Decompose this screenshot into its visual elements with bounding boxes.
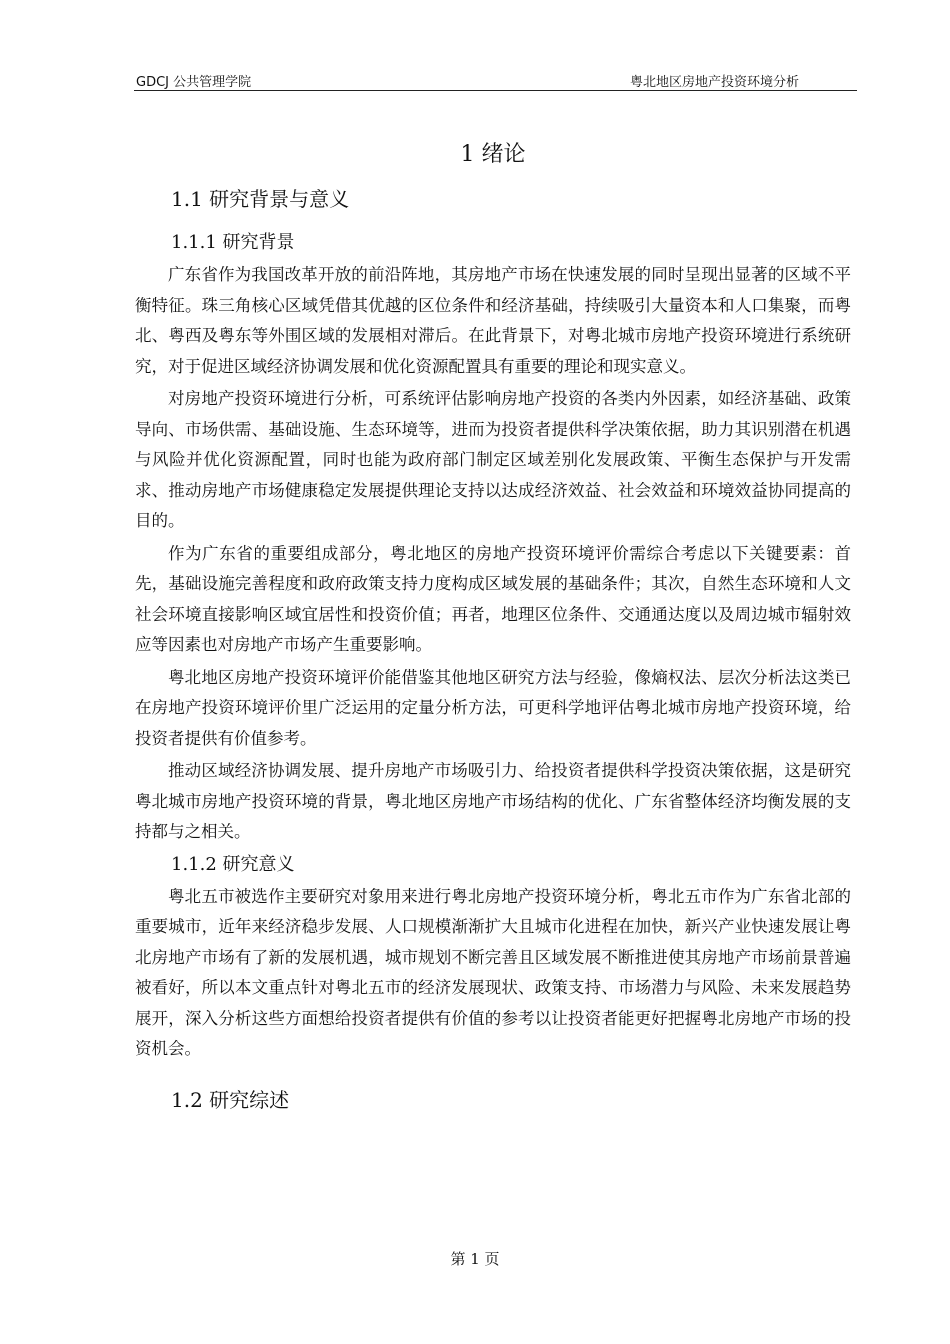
section-title-1-2: 1.2 研究综述 [171,1087,290,1112]
header-institution: GDCJ 公共管理学院 [136,75,252,90]
page-header [134,70,857,91]
subsection-title-1-1-2: 1.1.2 研究意义 [171,853,295,875]
section-title-1-1: 1.1 研究背景与意义 [171,187,350,211]
paragraph: 广东省作为我国改革开放的前沿阵地，其房地产市场在快速发展的同时呈现出显著的区域不平衡特征。珠三角核心区域凭借其优越的区位条件和经济基础，持续吸引大量资本和人口集聚，而粤北、粤西及粤东等外围区域的发展相对滞后。在此背景下，对粤北城市房地产投资环境进行系统研究，对于促进区域经济协调发展和优化资源配置具有重要的理论和现实意义。 [135,265,851,376]
chapter-title: 1 绪论 [460,142,526,167]
paragraph: 作为广东省的重要组成部分，粤北地区的房地产投资环境评价需综合考虑以下关键要素：首先，基础设施完善程度和政府政策支持力度构成区域发展的基础条件；其次，自然生态环境和人文社会环境直接影响区域宜居性和投资价值；再者，地理区位条件、交通通达度以及周边城市辐射效应等因素也对房地产市场产生重要影响。 [135,543,851,654]
page-content [135,140,851,1129]
paragraph: 粤北五市被选作主要研究对象用来进行粤北房地产投资环境分析，粤北五市作为广东省北部的重要城市，近年来经济稳步发展、人口规模渐渐扩大且城市化进程在加快，新兴产业快速发展让粤北房地产市场有了新的发展机遇，城市规划不断完善且区域发展不断推进使其房地产市场前景普遍被看好，所以本文重点针对粤北五市的经济发展现状、政策支持、市场潜力与风险、未来发展趋势展开，深入分析这些方面想给投资者提供有价值的参考以让投资者能更好把握粤北房地产市场的投资机会。 [135,886,851,1058]
paragraph: 推动区域经济协调发展、提升房地产市场吸引力、给投资者提供科学投资决策依据，这是研究粤北城市房地产投资环境的背景，粤北地区房地产市场结构的优化、广东省整体经济均衡发展的支持都与之相关。 [135,761,851,841]
paragraph: 对房地产投资环境进行分析，可系统评估影响房地产投资的各类内外因素，如经济基础、政策导向、市场供需、基础设施、生态环境等，进而为投资者提供科学决策依据，助力其识别潜在机遇与风险并优化资源配置，同时也能为政府部门制定区域差别化发展政策、平衡生态保护与开发需求、推动房地产市场健康稳定发展提供理论支持以达成经济效益、社会效益和环境效益协同提高的目的。 [135,389,851,530]
page-number: 第 1 页 [450,1250,500,1268]
paragraph: 粤北地区房地产投资环境评价能借鉴其他地区研究方法与经验，像熵权法、层次分析法这类已在房地产投资环境评价里广泛运用的定量分析方法，可更科学地评估粤北城市房地产投资环境，给投资者提供有价值参考。 [135,667,851,748]
subsection-title-1-1-1: 1.1.1 研究背景 [171,232,295,253]
header-document-title: 粤北地区房地产投资环境分析 [629,75,799,90]
